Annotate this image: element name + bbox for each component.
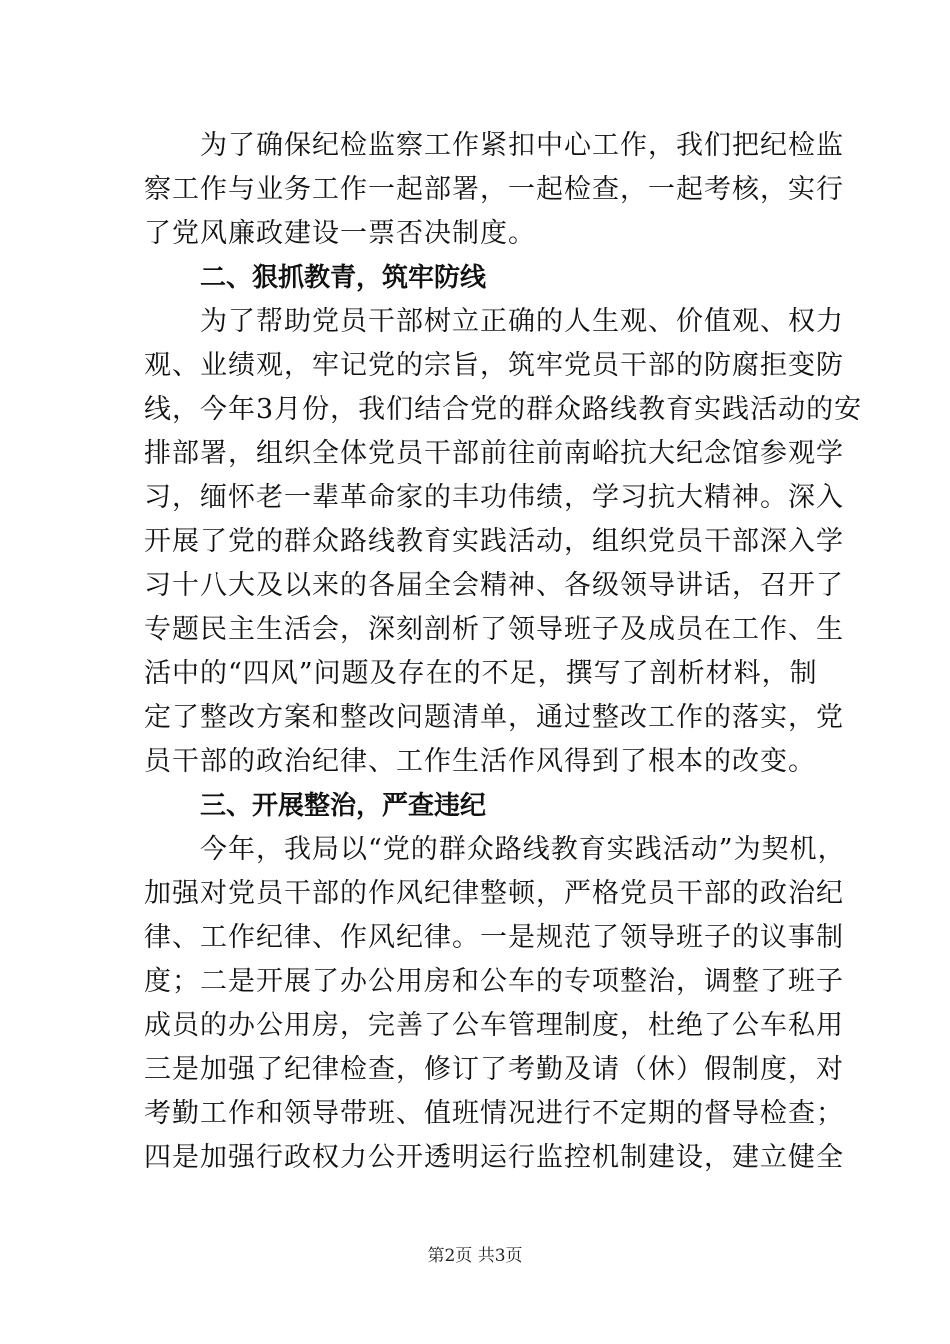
paragraph-line: 习，缅怀老一辈革命家的丰功伟绩，学习抗大精神。深入	[144, 482, 844, 513]
paragraph-line: 成员的办公用房，完善了公车管理制度，杜绝了公车私用	[144, 1010, 844, 1041]
paragraph-line: 专题民主生活会，深刻剖析了领导班子及成员在工作、生	[144, 614, 844, 645]
paragraph-line: 员干部的政治纪律、工作生活作风得到了根本的改变。	[144, 746, 816, 777]
paragraph-line: 了党风廉政建设一票否决制度。	[144, 218, 536, 249]
paragraph-line: 为了帮助党员干部树立正确的人生观、价值观、权力	[200, 306, 844, 337]
paragraph-line: 察工作与业务工作一起部署，一起检查，一起考核，实行	[144, 174, 844, 205]
paragraph-line: 考勤工作和领导带班、值班情况进行不定期的督导检查；	[144, 1098, 844, 1129]
section-heading: 二、狠抓教青，筑牢防线	[200, 263, 487, 293]
paragraph-line: 加强对党员干部的作风纪律整顿，严格党员干部的政治纪	[144, 878, 844, 909]
paragraph-line: 排部署，组织全体党员干部前往前南峪抗大纪念馆参观学	[144, 438, 844, 469]
section-heading: 三、开展整治，严查违纪	[200, 791, 487, 821]
paragraph-line: 律、工作纪律、作风纪律。一是规范了领导班子的议事制	[144, 922, 844, 953]
paragraph-line: 定了整改方案和整改问题清单，通过整改工作的落实，党	[144, 702, 844, 733]
page-number-footer: 第2页 共3页	[427, 1246, 523, 1266]
paragraph-line: 三是加强了纪律检查，修订了考勤及请（休）假制度，对	[144, 1054, 844, 1085]
paragraph-line: 为了确保纪检监察工作紧扣中心工作，我们把纪检监	[200, 130, 844, 161]
paragraph-line: 开展了党的群众路线教育实践活动，组织党员干部深入学	[144, 526, 844, 557]
paragraph-line: 度；二是开展了办公用房和公车的专项整治，调整了班子	[144, 966, 844, 997]
paragraph-line: 习十八大及以来的各届全会精神、各级领导讲话，召开了	[144, 570, 844, 601]
paragraph-line: 观、业绩观，牢记党的宗旨，筑牢党员干部的防腐拒变防	[144, 350, 844, 381]
paragraph-line: 线，今年3月份，我们结合党的群众路线教育实践活动的安	[144, 394, 863, 425]
paragraph-line: 四是加强行政权力公开透明运行监控机制建设，建立健全	[144, 1142, 844, 1173]
paragraph-line: 活中的“四风”问题及存在的不足，撰写了剖析材料，制	[144, 658, 818, 689]
paragraph-line: 今年，我局以“党的群众路线教育实践活动”为契机，	[200, 834, 846, 865]
document-body	[144, 124, 863, 1180]
